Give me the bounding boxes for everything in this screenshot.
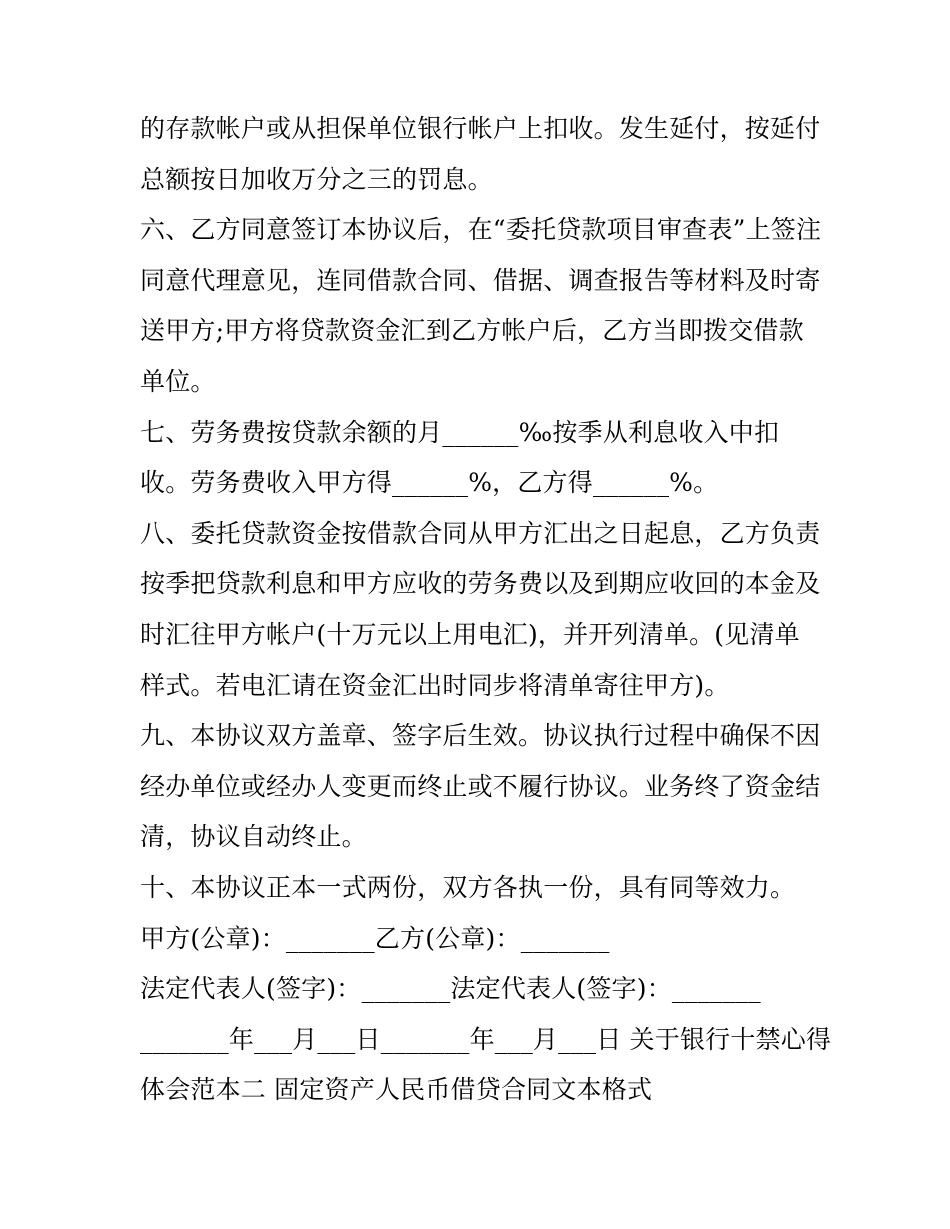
text-line: 同意代理意见，连同借款合同、借据、调查报告等材料及时寄 [140,265,821,295]
text-line: 法定代表人(签字)：_______法定代表人(签字)：_______ [140,974,761,1004]
text-line: 送甲方;甲方将贷款资金汇到乙方帐户后，乙方当即拨交借款 [140,316,804,346]
text-line: 收。劳务费收入甲方得______%，乙方得______%。 [140,468,719,498]
text-line: 九、本协议双方盖章、签字后生效。协议执行过程中确保不因 [140,721,821,751]
text-line: 时汇往甲方帐户(十万元以上用电汇)，并开列清单。(见清单 [140,619,800,649]
text-line: 总额按日加收万分之三的罚息。 [140,164,493,194]
text-line: 体会范本二 固定资产人民币借贷合同文本格式 [140,1075,653,1105]
text-line: 七、劳务费按贷款余额的月______‰按季从利息收入中扣 [140,417,780,447]
text-line: 十、本协议正本一式两份，双方各执一份，具有同等效力。 [140,872,796,902]
text-line: 六、乙方同意签订本协议后，在“委托贷款项目审查表”上签注 [140,215,822,245]
document-body [140,104,830,1116]
text-line: 清，协议自动终止。 [140,822,367,852]
text-line: 甲方(公章)：_______乙方(公章)：_______ [140,923,610,953]
text-line: 样式。若电汇请在资金汇出时同步将清单寄往甲方)。 [140,670,730,700]
text-line: 单位。 [140,366,216,396]
text-line: 经办单位或经办人变更而终止或不履行协议。业务终了资金结 [140,771,821,801]
text-line: 按季把贷款利息和甲方应收的劳务费以及到期应收回的本金及 [140,569,821,599]
text-line: 八、委托贷款资金按借款合同从甲方汇出之日起息，乙方负责 [140,518,821,548]
text-line: 的存款帐户或从担保单位银行帐户上扣收。发生延付，按延付 [140,114,821,143]
text-line: _______年___月___日_______年___月___日 关于银行十禁心得 [140,1024,832,1054]
